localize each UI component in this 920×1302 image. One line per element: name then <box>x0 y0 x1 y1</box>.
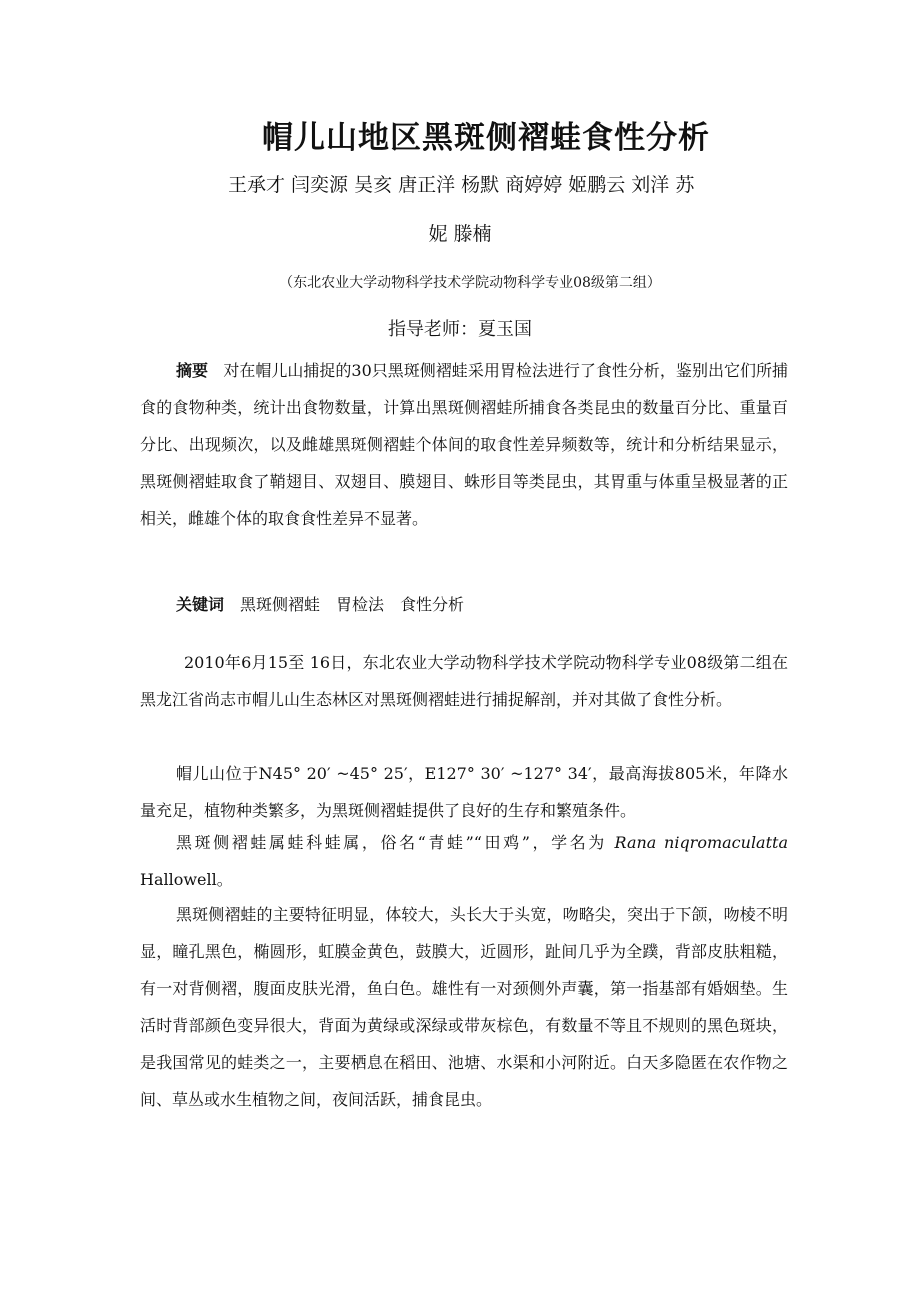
body-paragraph-3 <box>140 824 788 898</box>
scientific-name: Rana niqromaculatta <box>614 833 788 852</box>
affiliation: （东北农业大学动物科学技术学院动物科学专业08级第二组） <box>279 275 661 291</box>
keyword: 胃检法 <box>336 595 385 614</box>
body-paragraph-2: 帽儿山位于N45° 20′ ~45° 25′，E127° 30′ ~127° 34′，最高海拔805米，年降水量充足，植物种类繁多，为黑斑侧褶蛙提供了良好的生存和繁殖条件。 <box>140 764 788 820</box>
keywords <box>176 592 464 618</box>
paragraph-3-text: 黑斑侧褶蛙属蛙科蛙属，俗名“青蛙”“田鸡”，学名为 <box>176 833 615 852</box>
body-paragraph-1: 2010年6月15至 16日，东北农业大学动物科学技术学院动物科学专业08级第二组在黑龙江省尚志市帽儿山生态林区对黑斑侧褶蛙进行捕捉解剖，并对其做了食性分析。 <box>140 653 788 709</box>
abstract <box>140 352 788 537</box>
abstract-text: 对在帽儿山捕捉的30只黑斑侧褶蛙采用胃检法进行了食性分析，鉴别出它们所捕食的食物种类，统计出食物数量，计算出黑斑侧褶蛙所捕食各类昆虫的数量百分比、重量百分比、出现频次，以及雌雄黑斑侧褶蛙个体间的取食性差异频数等，统计和分析结果显示，黑斑侧褶蛙取食了鞘翅目、双翅目、膜翅目、蛛形目等类昆虫，其胃重与体重呈极显著的正相关，雌雄个体的取食食性差异不显著。 <box>140 361 788 528</box>
paper-title: 帽儿山地区黑斑侧褶蛙食性分析 <box>262 120 710 156</box>
keyword: 食性分析 <box>400 595 465 614</box>
keyword: 黑斑侧褶蛙 <box>240 595 321 614</box>
body-paragraph-4: 黑斑侧褶蛙的主要特征明显，体较大，头长大于头宽，吻略尖，突出于下颌，吻棱不明显，瞳孔黑色，椭圆形，虹膜金黄色，鼓膜大，近圆形，趾间几乎为全蹼，背部皮肤粗糙，有一对背侧褶，腹面皮肤光滑，鱼白色。雄性有一对颈侧外声囊，第一指基部有婚姻垫。生活时背部颜色变异很大，背面为黄绿或深绿或带灰棕色，有数量不等且不规则的黑色斑块，是我国常见的蛙类之一，主要栖息在稻田、池塘、水渠和小河附近。白天多隐匿在农作物之间、草丛或水生植物之间，夜间活跃，捕食昆虫。 <box>140 905 788 1109</box>
keywords-label: 关键词 <box>176 595 225 614</box>
author-list-line-2: 妮 滕楠 <box>428 223 492 245</box>
abstract-label: 摘要 <box>176 361 209 380</box>
author-list-line-1: 王承才 闫奕源 吴亥 唐正洋 杨默 商婷婷 姬鹏云 刘洋 苏 <box>228 174 695 196</box>
paragraph-3-authority: Hallowell。 <box>140 870 233 889</box>
advisor: 指导老师：夏玉国 <box>388 319 532 340</box>
